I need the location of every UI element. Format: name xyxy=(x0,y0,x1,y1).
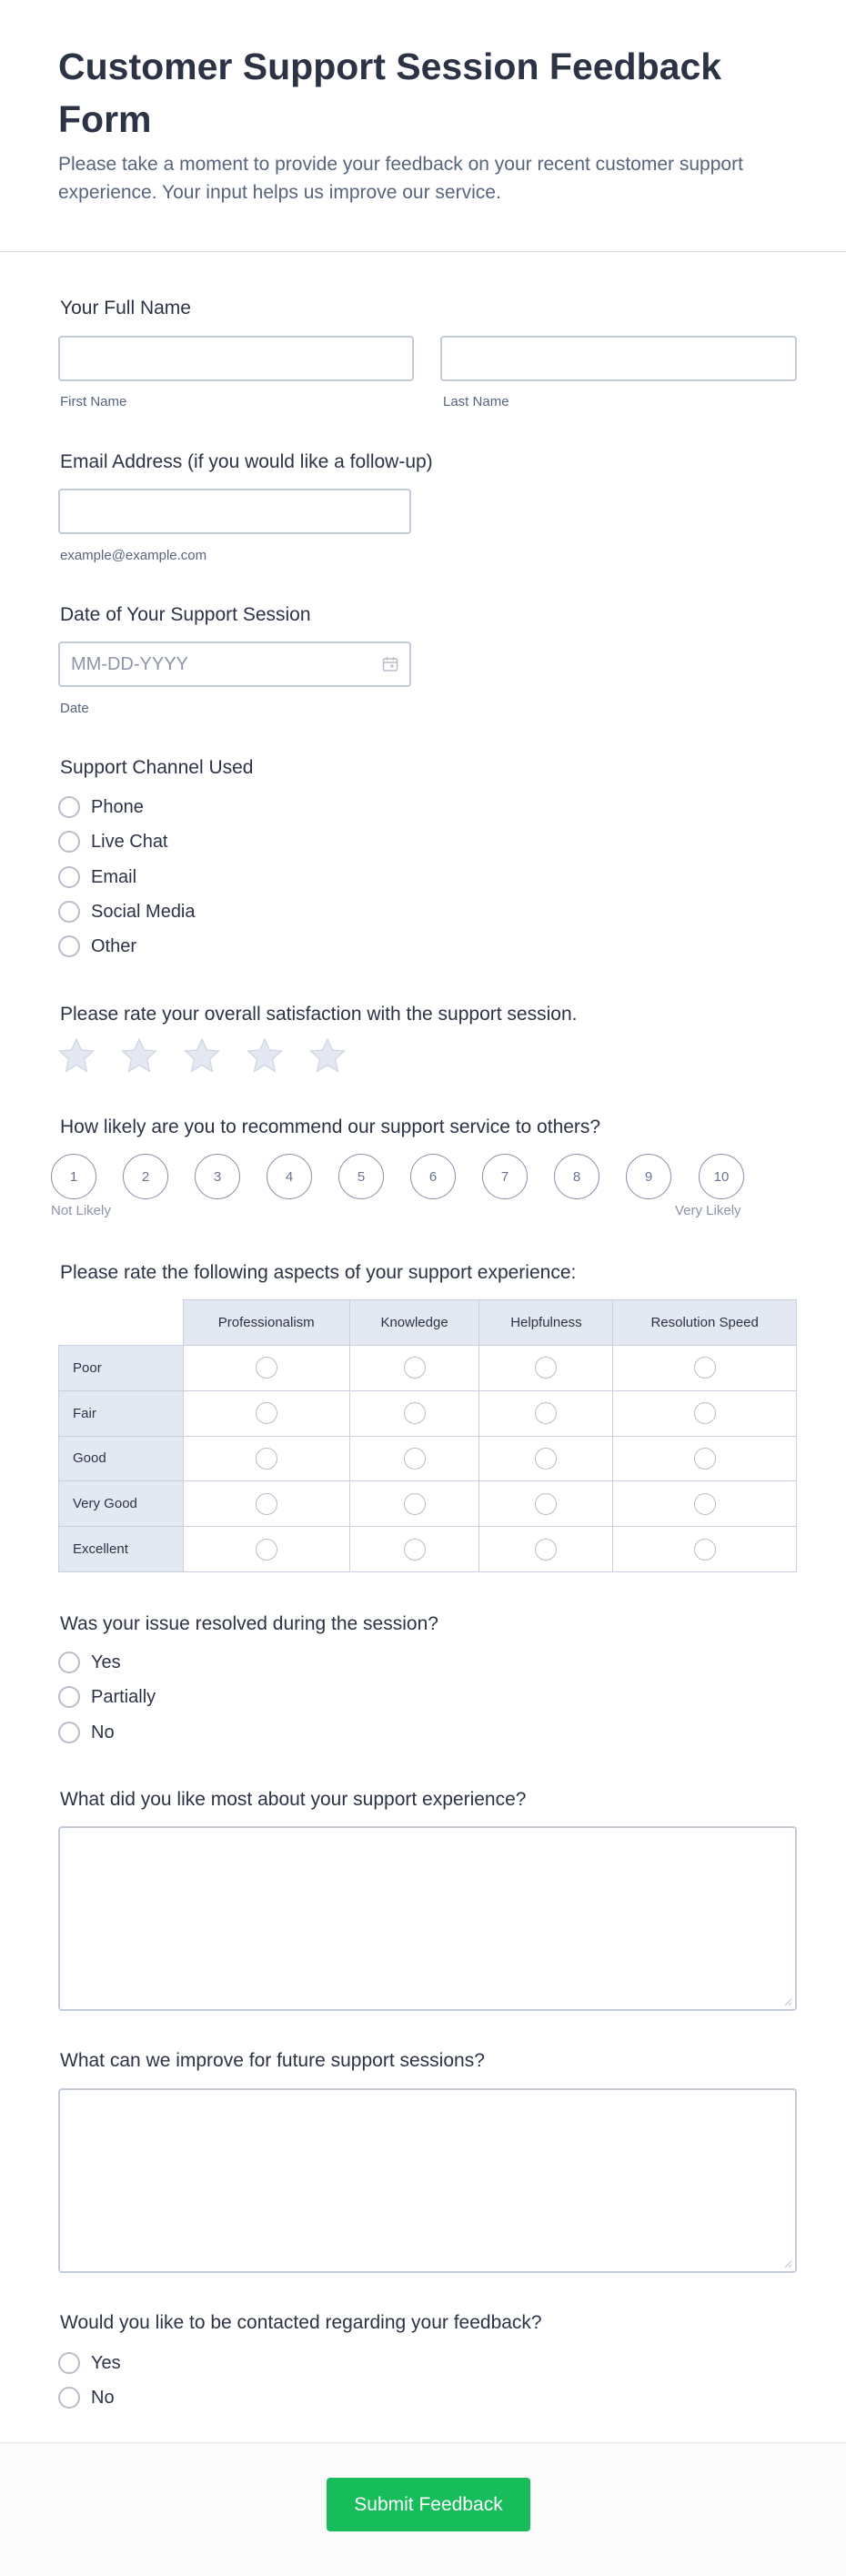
resolved-option-partially[interactable] xyxy=(58,1684,156,1710)
matrix-column-header: Knowledge xyxy=(349,1300,479,1346)
improve-label: What can we improve for future support sessions? xyxy=(60,2050,485,2071)
matrix-radio[interactable] xyxy=(404,1402,426,1424)
aspects-matrix xyxy=(58,1299,797,1572)
session-date-input[interactable] xyxy=(58,641,411,687)
channel-option-email[interactable] xyxy=(58,864,136,890)
resolved-label: Was your issue resolved during the session? xyxy=(60,1613,438,1634)
form-header xyxy=(0,0,846,252)
last-name-sublabel: Last Name xyxy=(443,394,509,409)
contact-option-label: Yes xyxy=(91,2352,121,2373)
resolved-option-yes[interactable] xyxy=(58,1650,121,1675)
scale-option-1[interactable]: 1 xyxy=(51,1154,96,1199)
radio-button[interactable] xyxy=(58,796,80,818)
resize-handle-icon[interactable] xyxy=(783,1997,792,2006)
matrix-radio[interactable] xyxy=(256,1539,277,1561)
date-sublabel: Date xyxy=(60,701,89,716)
matrix-radio[interactable] xyxy=(256,1493,277,1515)
form-description: Please take a moment to provide your feedback on your recent customer support experience. Your input helps us improve our service. xyxy=(58,154,743,203)
matrix-column-header: Helpfulness xyxy=(479,1300,613,1346)
matrix-column-header: Resolution Speed xyxy=(613,1300,797,1346)
matrix-row xyxy=(59,1481,797,1527)
matrix-row xyxy=(59,1527,797,1572)
contact-option-label: No xyxy=(91,2387,115,2408)
radio-button[interactable] xyxy=(58,1722,80,1743)
scale-option-7[interactable]: 7 xyxy=(482,1154,528,1199)
matrix-row xyxy=(59,1390,797,1436)
channel-option-label: Other xyxy=(91,935,137,956)
contact-option-yes[interactable] xyxy=(58,2350,121,2376)
matrix-radio[interactable] xyxy=(404,1493,426,1515)
email-label: Email Address (if you would like a follow-up) xyxy=(60,451,433,472)
matrix-radio[interactable] xyxy=(535,1448,557,1470)
resize-handle-icon[interactable] xyxy=(783,2259,792,2268)
matrix-row-label: Fair xyxy=(59,1390,184,1436)
star-icon[interactable] xyxy=(308,1037,347,1074)
matrix-row-label: Excellent xyxy=(59,1527,184,1572)
matrix-row-label: Very Good xyxy=(59,1481,184,1527)
radio-button[interactable] xyxy=(58,2352,80,2374)
resolved-option-label: Yes xyxy=(91,1652,121,1672)
improve-textarea[interactable] xyxy=(58,2088,797,2273)
matrix-column-header: Professionalism xyxy=(183,1300,349,1346)
scale-option-6[interactable]: 6 xyxy=(410,1154,456,1199)
matrix-radio[interactable] xyxy=(404,1448,426,1470)
scale-option-4[interactable]: 4 xyxy=(267,1154,312,1199)
matrix-row-label: Good xyxy=(59,1436,184,1481)
star-icon[interactable] xyxy=(246,1037,284,1074)
support-channel-label: Support Channel Used xyxy=(60,757,254,778)
channel-option-live-chat[interactable] xyxy=(58,829,168,854)
matrix-corner xyxy=(59,1300,184,1346)
matrix-radio[interactable] xyxy=(535,1539,557,1561)
recommend-label: How likely are you to recommend our support service to others? xyxy=(60,1116,601,1137)
form-title: Customer Support Session Feedback Form xyxy=(58,45,722,140)
channel-option-label: Live Chat xyxy=(91,831,168,852)
scale-option-3[interactable]: 3 xyxy=(195,1154,240,1199)
resolved-option-label: Partially xyxy=(91,1686,156,1707)
matrix-radio[interactable] xyxy=(694,1402,716,1424)
last-name-input[interactable] xyxy=(440,336,797,381)
star-icon[interactable] xyxy=(183,1037,221,1074)
email-input[interactable] xyxy=(58,489,411,534)
channel-option-phone[interactable] xyxy=(58,794,144,820)
liked-most-label: What did you like most about your support experience? xyxy=(60,1789,527,1810)
star-icon[interactable] xyxy=(57,1037,96,1074)
radio-button[interactable] xyxy=(58,2387,80,2409)
scale-option-2[interactable]: 2 xyxy=(123,1154,168,1199)
first-name-input[interactable] xyxy=(58,336,414,381)
radio-button[interactable] xyxy=(58,1686,80,1708)
matrix-radio[interactable] xyxy=(256,1448,277,1470)
matrix-radio[interactable] xyxy=(694,1493,716,1515)
matrix-radio[interactable] xyxy=(535,1402,557,1424)
matrix-radio[interactable] xyxy=(404,1539,426,1561)
first-name-sublabel: First Name xyxy=(60,394,127,409)
scale-option-9[interactable]: 9 xyxy=(626,1154,671,1199)
scale-option-8[interactable]: 8 xyxy=(554,1154,599,1199)
session-date-label: Date of Your Support Session xyxy=(60,604,311,625)
matrix-radio[interactable] xyxy=(694,1448,716,1470)
scale-low-label: Not Likely xyxy=(51,1203,111,1218)
matrix-radio[interactable] xyxy=(256,1402,277,1424)
full-name-label: Your Full Name xyxy=(60,298,191,318)
matrix-radio[interactable] xyxy=(535,1493,557,1515)
satisfaction-label: Please rate your overall satisfaction with the support session. xyxy=(60,1004,578,1025)
matrix-radio[interactable] xyxy=(404,1357,426,1379)
scale-option-10[interactable]: 10 xyxy=(699,1154,744,1199)
scale-high-label: Very Likely xyxy=(675,1203,741,1218)
scale-option-5[interactable]: 5 xyxy=(338,1154,384,1199)
calendar-icon[interactable] xyxy=(382,656,398,672)
channel-option-other[interactable] xyxy=(58,934,136,959)
date-placeholder: MM-DD-YYYY xyxy=(71,654,188,674)
radio-button[interactable] xyxy=(58,1652,80,1673)
channel-option-social-media[interactable] xyxy=(58,899,196,924)
resolved-option-label: No xyxy=(91,1722,115,1743)
matrix-row xyxy=(59,1436,797,1481)
channel-option-label: Email xyxy=(91,866,137,887)
radio-button[interactable] xyxy=(58,935,80,957)
aspects-label: Please rate the following aspects of your support experience: xyxy=(60,1262,577,1283)
submit-button[interactable]: Submit Feedback xyxy=(327,2478,530,2531)
liked-most-textarea[interactable] xyxy=(58,1826,797,2011)
star-icon[interactable] xyxy=(120,1037,158,1074)
contact-option-no[interactable] xyxy=(58,2385,115,2410)
matrix-row xyxy=(59,1346,797,1391)
radio-button[interactable] xyxy=(58,901,80,923)
matrix-row-label: Poor xyxy=(59,1346,184,1391)
matrix-radio[interactable] xyxy=(694,1357,716,1379)
matrix-radio[interactable] xyxy=(256,1357,277,1379)
resolved-option-no[interactable] xyxy=(58,1720,115,1745)
contact-label: Would you like to be contacted regarding your feedback? xyxy=(60,2312,542,2333)
radio-button[interactable] xyxy=(58,831,80,853)
channel-option-label: Social Media xyxy=(91,901,196,922)
radio-button[interactable] xyxy=(58,866,80,888)
matrix-radio[interactable] xyxy=(535,1357,557,1379)
matrix-radio[interactable] xyxy=(694,1539,716,1561)
channel-option-label: Phone xyxy=(91,796,144,817)
email-sublabel: example@example.com xyxy=(60,548,207,563)
